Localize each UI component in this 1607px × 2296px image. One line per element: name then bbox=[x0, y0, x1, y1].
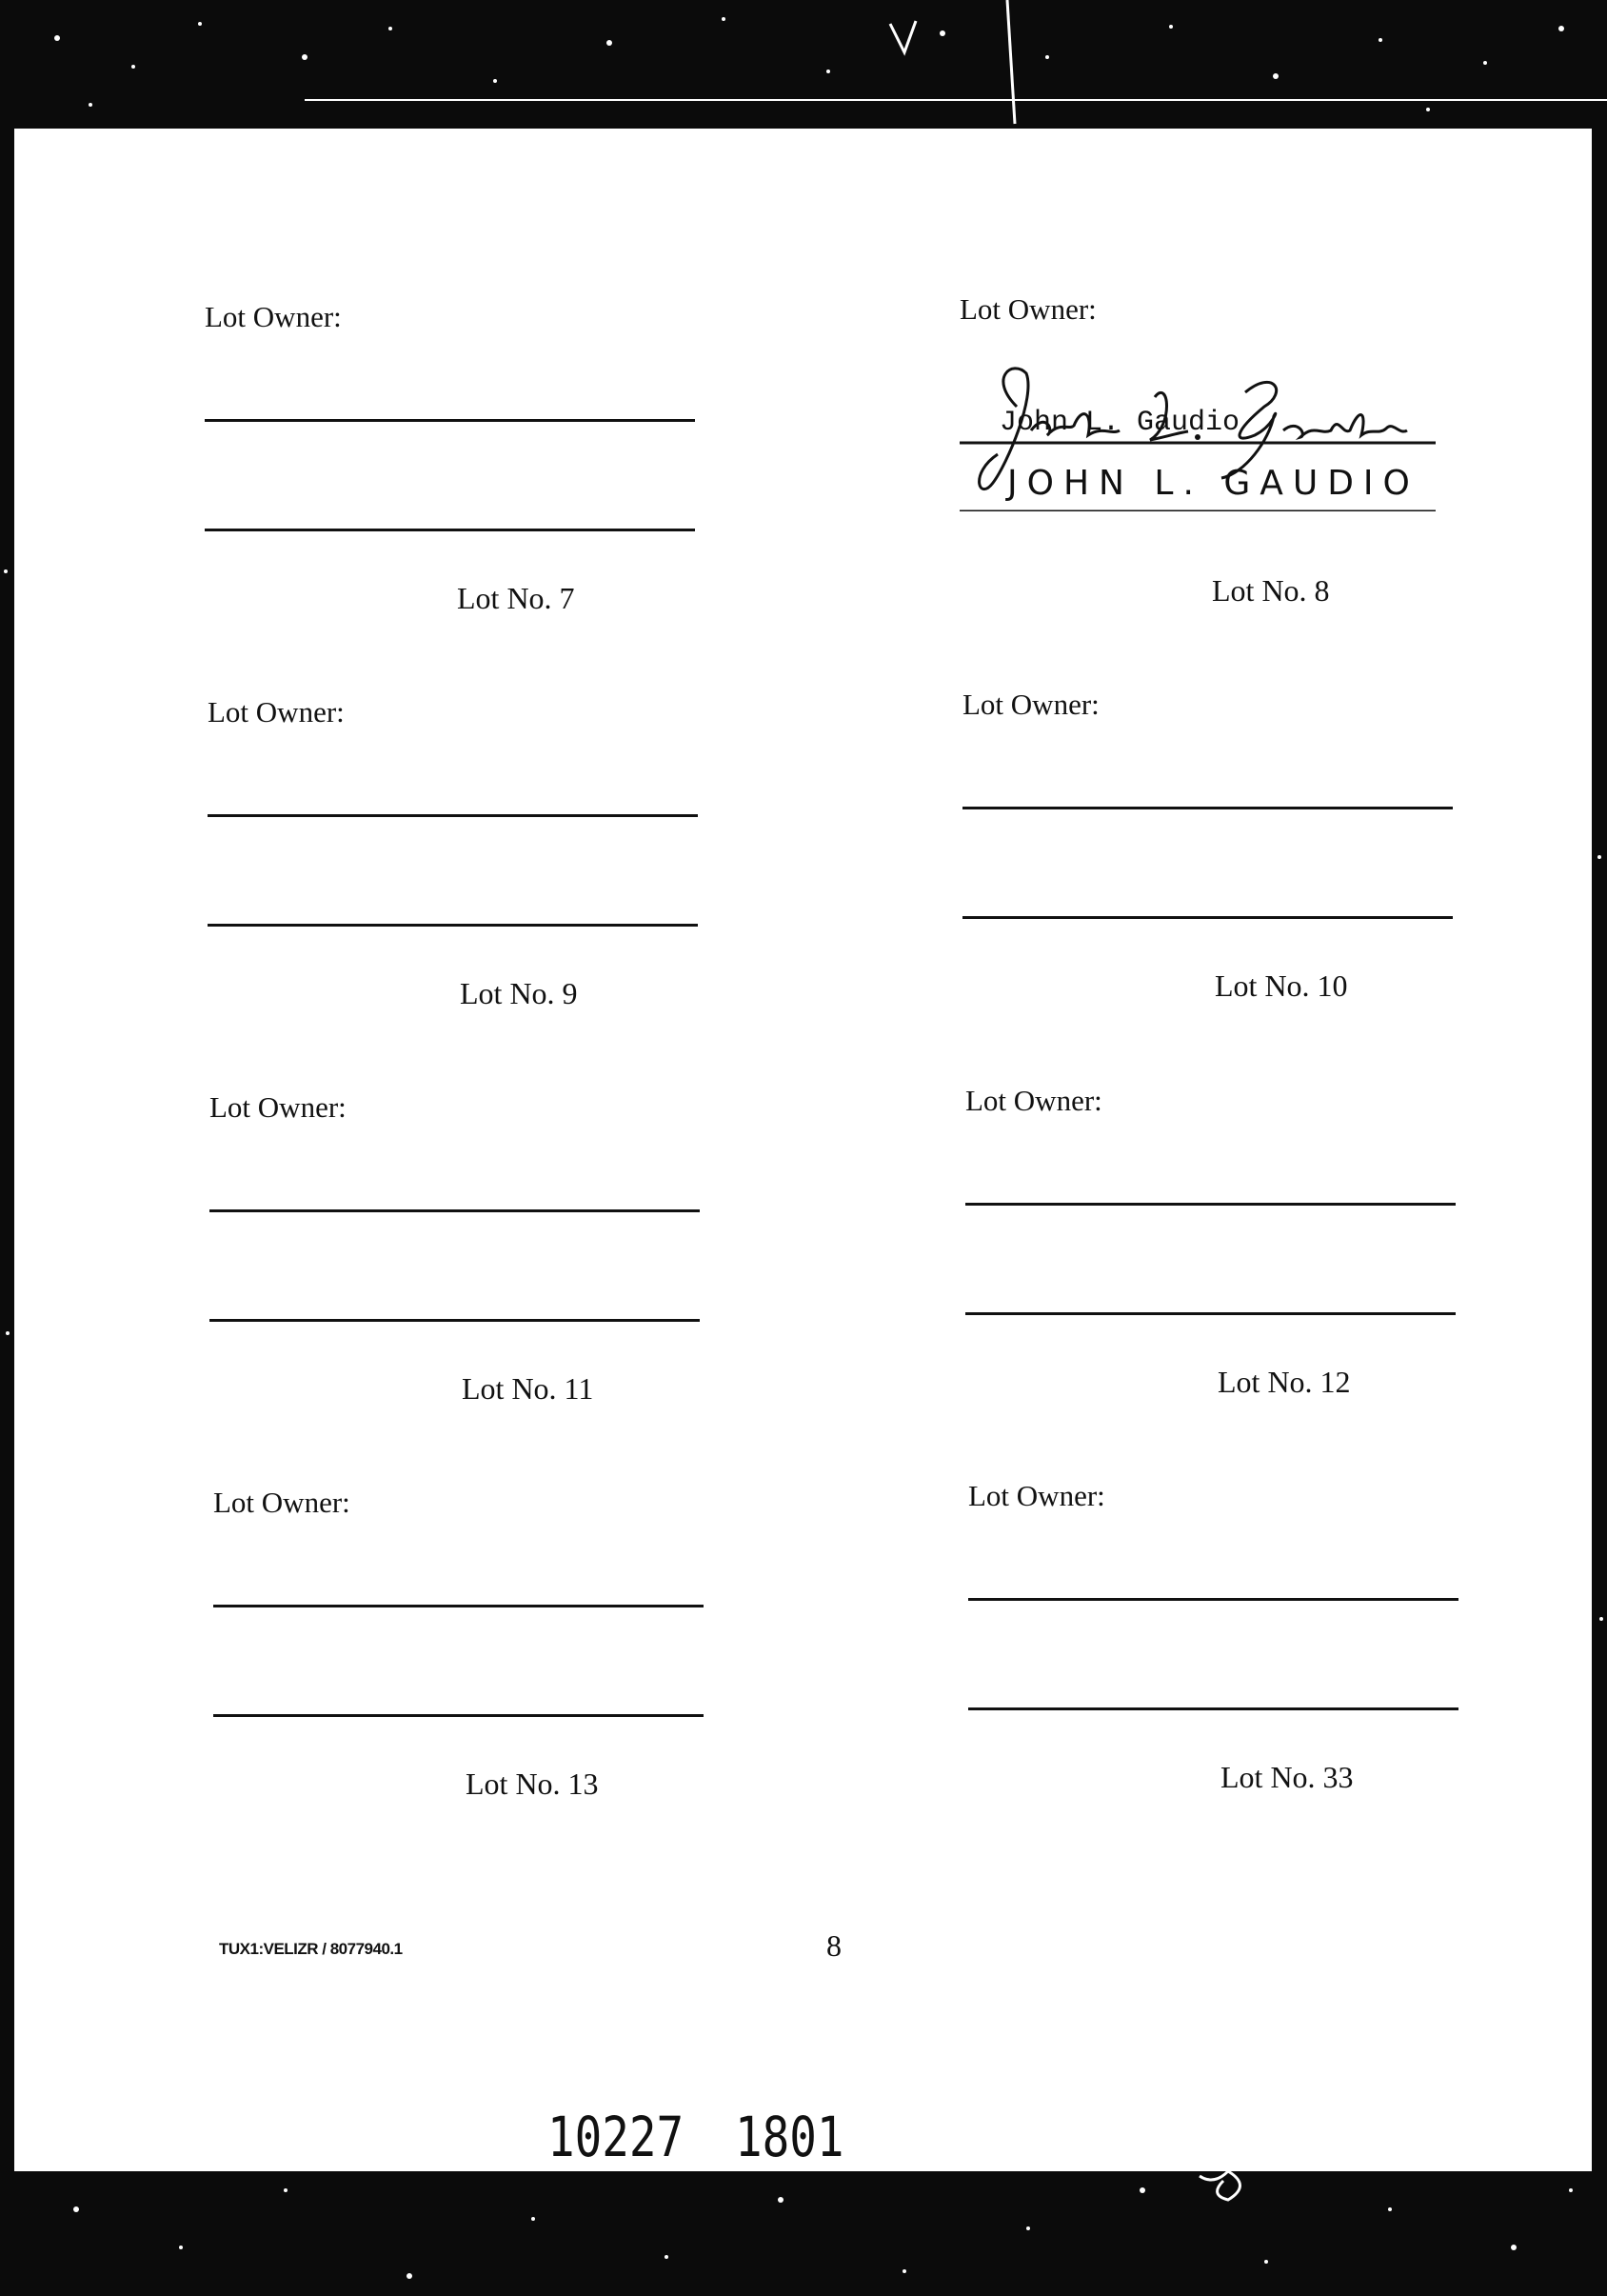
signature-line bbox=[208, 814, 698, 817]
lot-number-label: Lot No. 12 bbox=[1218, 1365, 1351, 1399]
signature-line bbox=[965, 1203, 1456, 1206]
recording-stamp-number: 1801 bbox=[735, 2105, 844, 2169]
lot-owner-label: Lot Owner: bbox=[965, 1084, 1102, 1117]
document-page bbox=[14, 129, 1592, 2171]
lot-owner-label: Lot Owner: bbox=[208, 695, 345, 729]
name-line bbox=[965, 1312, 1456, 1315]
signature-line bbox=[968, 1598, 1458, 1601]
name-line bbox=[962, 916, 1453, 919]
signature-line bbox=[205, 419, 695, 422]
lot-owner-label: Lot Owner: bbox=[962, 688, 1100, 721]
document-reference-code: TUX1:VELIZR / 8077940.1 bbox=[219, 1940, 403, 1958]
lot-block-33 bbox=[968, 1479, 1482, 1841]
recording-stamp-number: 10227 bbox=[547, 2105, 684, 2169]
signature-line bbox=[213, 1605, 704, 1607]
lot-owner-label: Lot Owner: bbox=[213, 1486, 350, 1519]
lot-block-9 bbox=[208, 695, 722, 1057]
lot-number-label: Lot No. 9 bbox=[460, 976, 578, 1010]
printed-name: JOHN L. GAUDIO bbox=[1007, 464, 1419, 503]
lot-number-label: Lot No. 8 bbox=[1212, 573, 1330, 608]
page-number: 8 bbox=[826, 1928, 842, 1963]
name-line bbox=[205, 529, 695, 531]
signature-line bbox=[209, 1209, 700, 1212]
lot-block-13 bbox=[213, 1486, 727, 1847]
lot-block-12 bbox=[965, 1084, 1479, 1446]
lot-number-label: Lot No. 33 bbox=[1220, 1760, 1354, 1794]
lot-number-label: Lot No. 11 bbox=[462, 1371, 594, 1406]
signature-line bbox=[962, 807, 1453, 809]
lot-owner-label: Lot Owner: bbox=[968, 1479, 1105, 1512]
lot-owner-label: Lot Owner: bbox=[205, 300, 342, 333]
lot-block-7 bbox=[205, 300, 719, 662]
name-line bbox=[209, 1319, 700, 1322]
lot-owner-label: Lot Owner: bbox=[960, 292, 1097, 326]
lot-block-11 bbox=[209, 1090, 724, 1452]
lot-block-8 bbox=[960, 292, 1474, 654]
name-line bbox=[213, 1714, 704, 1717]
lot-number-label: Lot No. 7 bbox=[457, 581, 575, 615]
name-line bbox=[208, 924, 698, 927]
lot-number-label: Lot No. 13 bbox=[466, 1767, 599, 1801]
lot-owner-label: Lot Owner: bbox=[209, 1090, 347, 1124]
lot-number-label: Lot No. 10 bbox=[1215, 968, 1348, 1003]
name-line bbox=[968, 1707, 1458, 1710]
typed-name: John L. Gaudio bbox=[1000, 407, 1240, 439]
lot-block-10 bbox=[962, 688, 1477, 1049]
